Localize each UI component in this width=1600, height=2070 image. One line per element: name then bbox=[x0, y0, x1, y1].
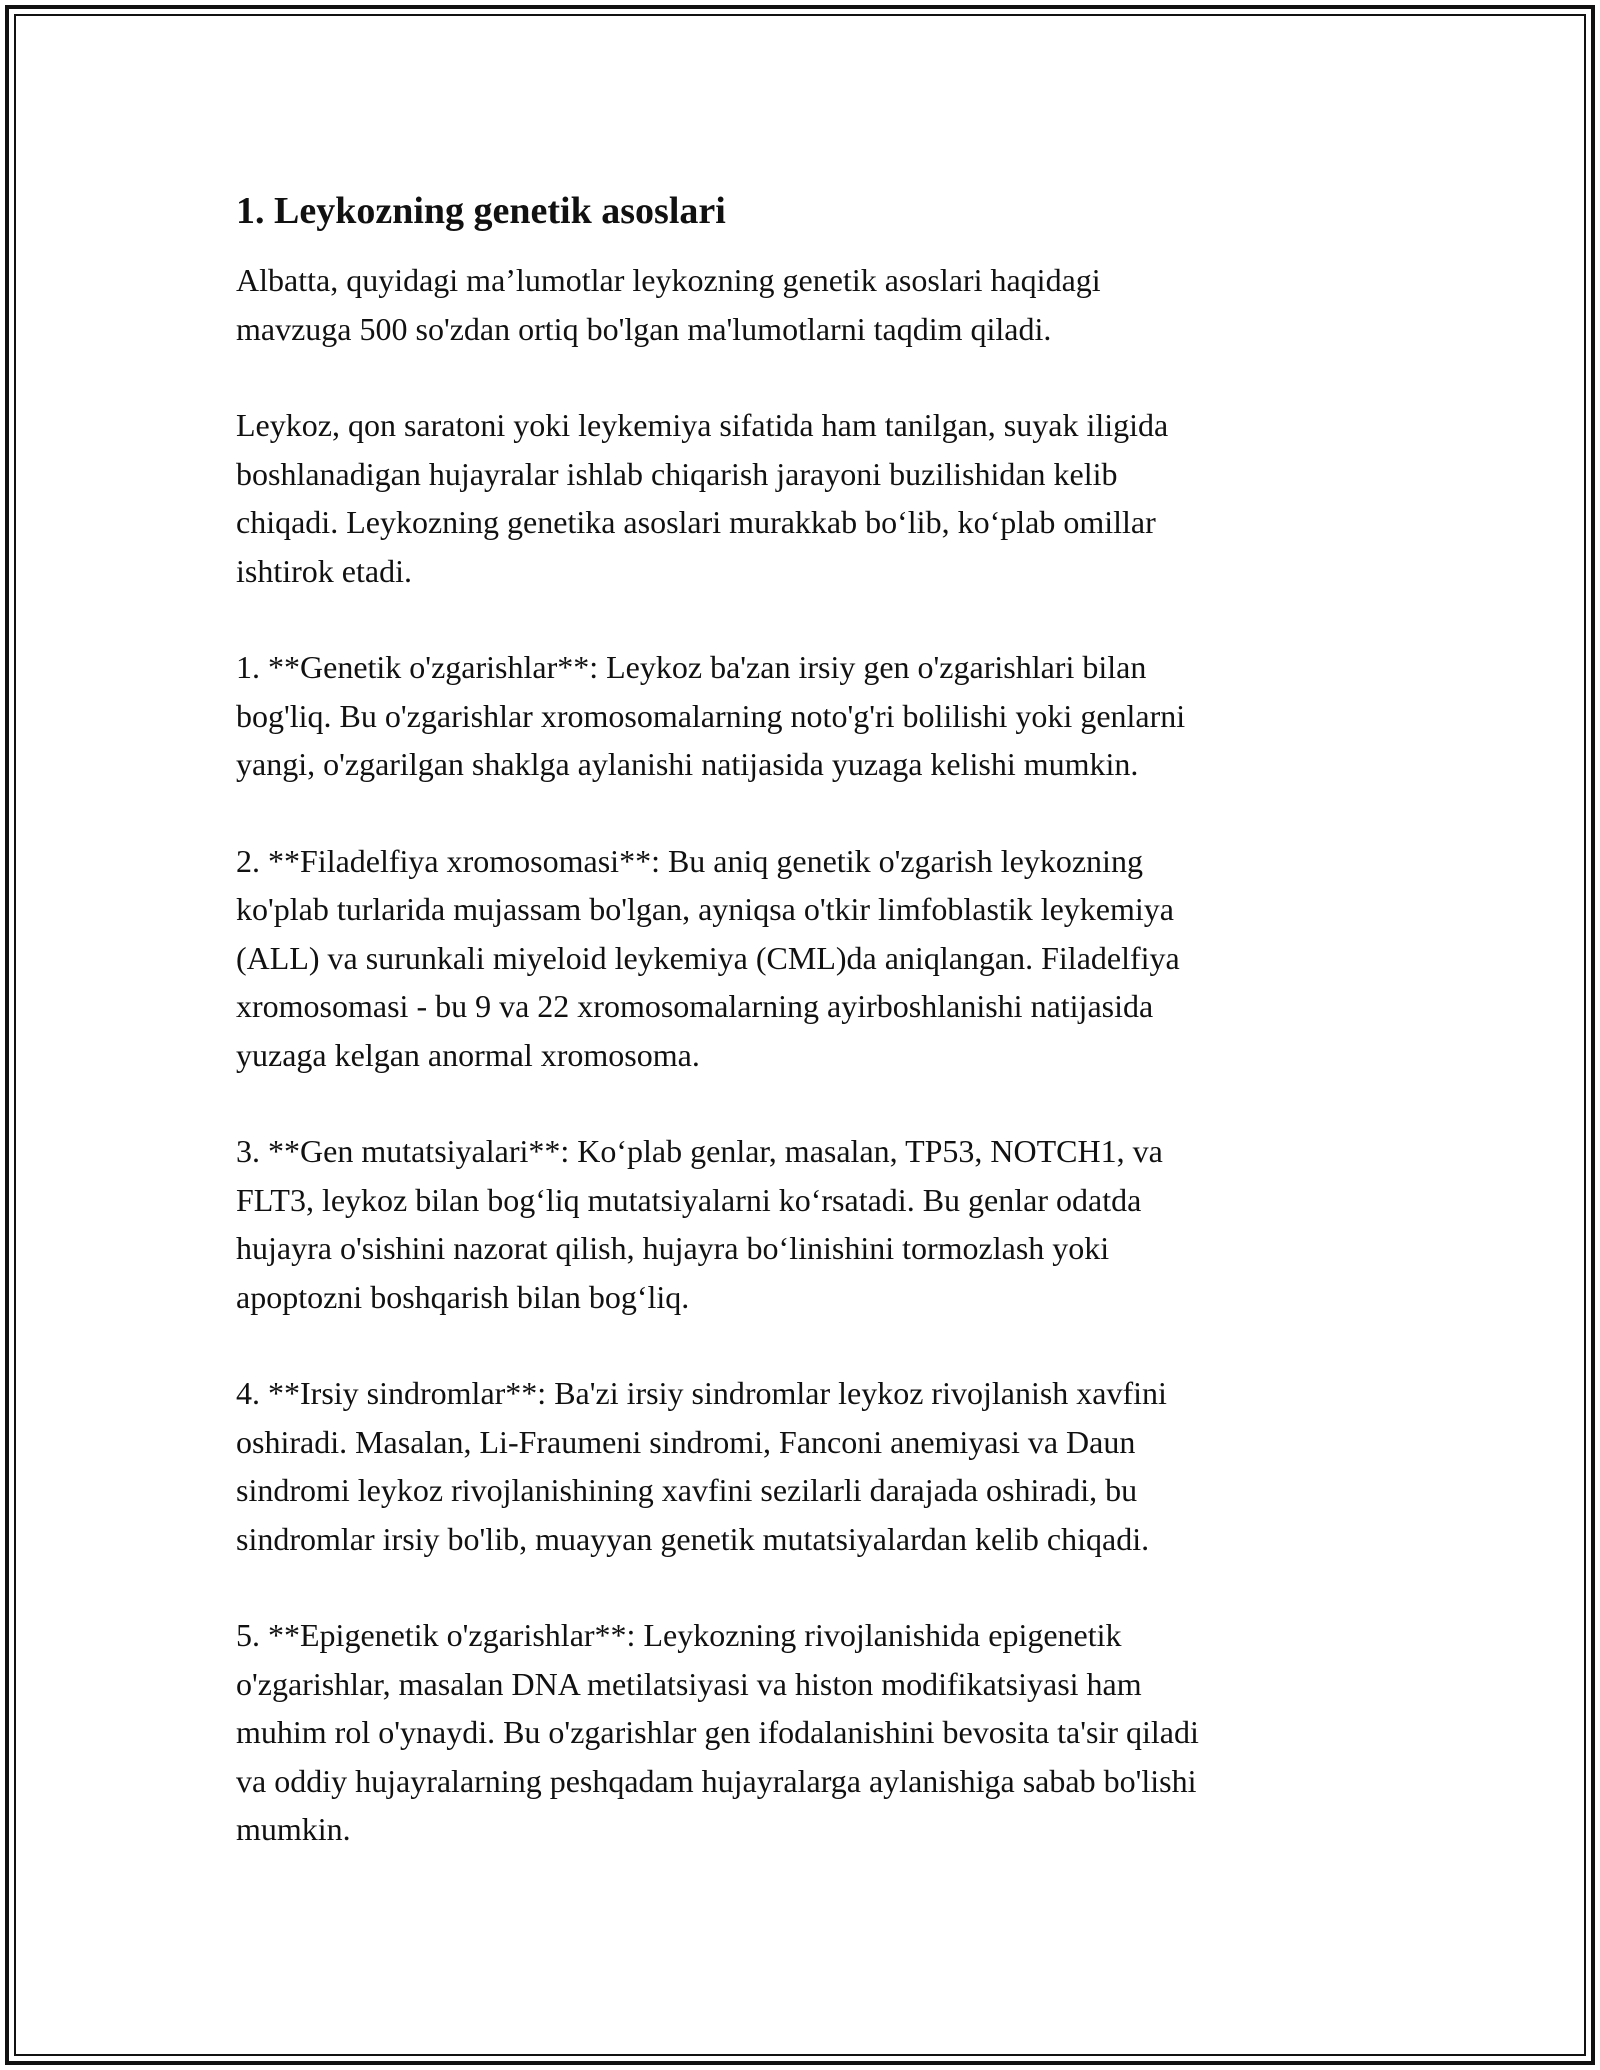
text-line: hujayra o'sishini nazorat qilish, hujayra bo‘linishini tormozlash yoki bbox=[236, 1230, 1110, 1266]
text-line: FLT3, leykoz bilan bog‘liq mutatsiyalarni ko‘rsatadi. Bu genlar odatda bbox=[236, 1181, 1142, 1218]
text-line: yuzaga kelgan anormal xromosoma. bbox=[236, 1036, 700, 1073]
text-line: ko'plab turlarida mujassam bo'lgan, ayniqsa o'tkir limfoblastik leykemiya bbox=[236, 891, 1174, 927]
text-line: 5. **Epigenetik o'zgarishlar**: Leykozning rivojlanishida epigenetik bbox=[236, 1617, 1122, 1653]
list-item-epigenetic-changes bbox=[236, 1611, 1366, 1854]
text-line: Albatta, quyidagi ma’lumotlar leykozning genetik asoslari haqidagi bbox=[236, 262, 1101, 298]
text-line: (ALL) va surunkali miyeloid leykemiya (CML)da aniqlangan. Filadelfiya bbox=[236, 939, 1180, 976]
page-title: 1. Leykozning genetik asoslari bbox=[236, 190, 726, 232]
text-line: oshiradi. Masalan, Li-Fraumeni sindromi, Fanconi anemiyasi va Daun bbox=[236, 1423, 1136, 1460]
list-item-gene-mutations bbox=[236, 1127, 1366, 1321]
list-item-genetic-changes bbox=[236, 643, 1366, 789]
document-body bbox=[236, 186, 1366, 1902]
text-line: ishtirok etadi. bbox=[236, 552, 412, 589]
text-line: yangi, o'zgarilgan shaklga aylanishi natijasida yuzaga kelishi mumkin. bbox=[236, 746, 1139, 782]
text-line: sindromi leykoz rivojlanishining xavfini sezilarli darajada oshiradi, bu bbox=[236, 1472, 1138, 1508]
text-line: Leykoz, qon saratoni yoki leykemiya sifatida ham tanilgan, suyak iligida bbox=[236, 407, 1169, 443]
text-line: muhim rol o'ynaydi. Bu o'zgarishlar gen ifodalanishini bevosita ta'sir qiladi bbox=[236, 1714, 1199, 1750]
text-line: 3. **Gen mutatsiyalari**: Ko‘plab genlar, masalan, TP53, NOTCH1, va bbox=[236, 1133, 1163, 1169]
text-line: 2. **Filadelfiya xromosomasi**: Bu aniq genetik o'zgarish leykozning bbox=[236, 842, 1143, 879]
text-line: va oddiy hujayralarning peshqadam hujayralarga aylanishiga sabab bo'lishi bbox=[236, 1762, 1197, 1799]
list-item-hereditary-syndromes bbox=[236, 1369, 1366, 1563]
text-line: apoptozni boshqarish bilan bog‘liq. bbox=[236, 1278, 690, 1315]
text-line: mavzuga 500 so'zdan ortiq bo'lgan ma'lumotlarni taqdim qiladi. bbox=[236, 310, 1052, 347]
text-line: 4. **Irsiy sindromlar**: Ba'zi irsiy sindromlar leykoz rivojlanish xavfini bbox=[236, 1375, 1167, 1411]
text-line: sindromlar irsiy bo'lib, muayyan genetik mutatsiyalardan kelib chiqadi. bbox=[236, 1520, 1150, 1557]
text-line: 1. **Genetik o'zgarishlar**: Leykoz ba'zan irsiy gen o'zgarishlari bilan bbox=[236, 649, 1147, 685]
paragraph-intro bbox=[236, 256, 1366, 353]
text-line: boshlanadigan hujayralar ishlab chiqarish jarayoni buzilishidan kelib bbox=[236, 455, 1118, 492]
text-line: mumkin. bbox=[236, 1811, 351, 1847]
paragraph-overview bbox=[236, 401, 1366, 595]
text-line: o'zgarishlar, masalan DNA metilatsiyasi va histon modifikatsiyasi ham bbox=[236, 1665, 1142, 1702]
text-line: bog'liq. Bu o'zgarishlar xromosomalarning noto'g'ri bolilishi yoki genlarni bbox=[236, 697, 1186, 734]
text-line: chiqadi. Leykozning genetika asoslari murakkab bo‘lib, ko‘plab omillar bbox=[236, 504, 1156, 540]
list-item-philadelphia-chromosome bbox=[236, 837, 1366, 1080]
text-line: xromosomasi - bu 9 va 22 xromosomalarning ayirboshlanishi natijasida bbox=[236, 988, 1154, 1024]
